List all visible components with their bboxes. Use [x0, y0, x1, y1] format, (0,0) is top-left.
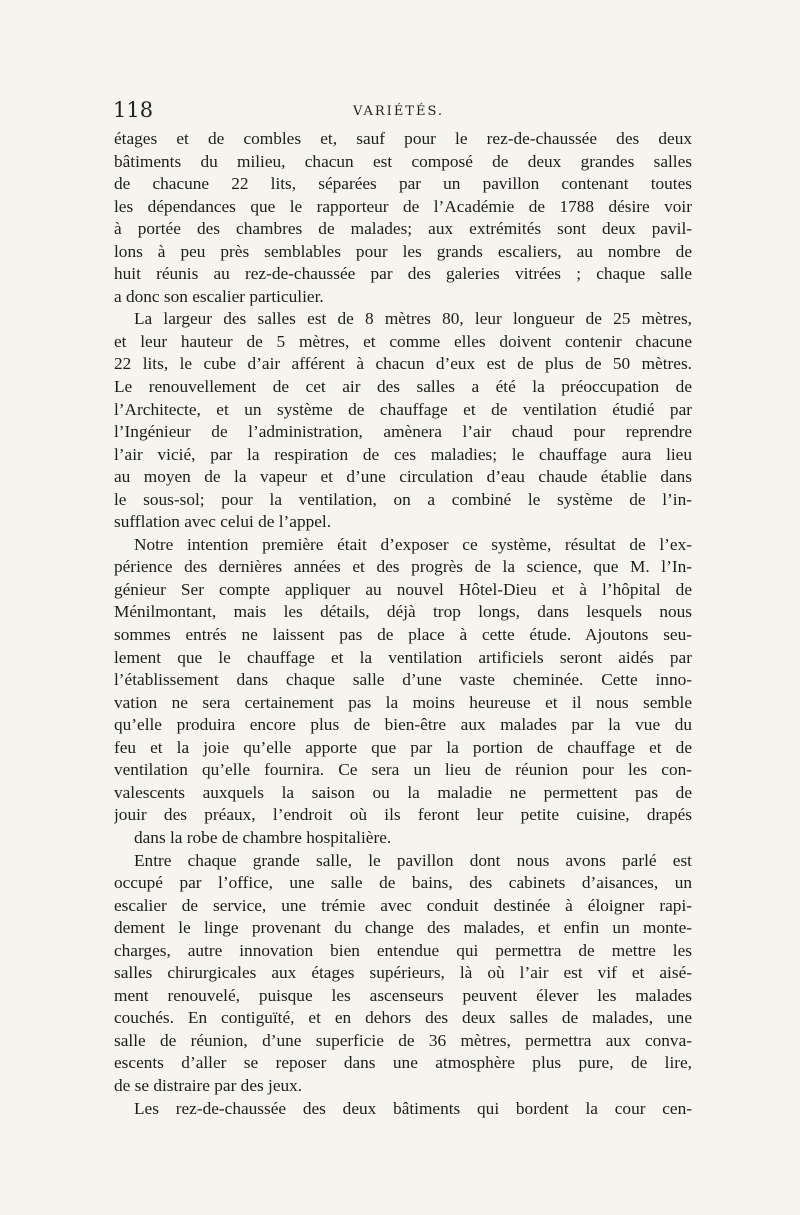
text-line: dans la robe de chambre hospitalière.	[134, 827, 392, 847]
text-line: génieur Ser compte appliquer au nouvel Hôtel-Dieu et à l’hôpital de	[114, 579, 692, 599]
text-line: La largeur des salles est de 8 mètres 80, leur longueur de 25 mètres,	[134, 309, 692, 329]
text-line: de chacune 22 lits, séparées par un pavillon contenant toutes	[114, 174, 692, 194]
body-text	[114, 128, 692, 1120]
text-line: valescents auxquels la saison ou la maladie ne permettent pas de	[114, 782, 692, 802]
text-line: étages et de combles et, sauf pour le rez-de-chaussée des deux	[114, 129, 692, 148]
text-line: huit réunis au rez-de-chaussée par des galeries vitrées ; chaque salle	[114, 264, 692, 284]
text-line: vation ne sera certainement pas la moins heureuse et il nous semble	[114, 692, 692, 712]
text-line: l’Architecte, et un système de chauffage et de ventilation étudié par	[114, 399, 692, 419]
text-line: Les rez-de-chaussée des deux bâtiments qui bordent la cour cen-	[134, 1098, 692, 1118]
text-line: et leur hauteur de 5 mètres, et comme elles doivent contenir chacune	[114, 331, 692, 351]
text-line: au moyen de la vapeur et d’une circulation d’eau chaude établie dans	[114, 467, 692, 487]
text-line: ventilation qu’elle fournira. Ce sera un lieu de réunion pour les con-	[114, 760, 692, 780]
text-line: feu et la joie qu’elle apporte que par la portion de chauffage et de	[114, 737, 692, 757]
text-line: salles chirurgicales aux étages supérieurs, là où l’air est vif et aisé-	[114, 963, 692, 983]
text-line: jouir des préaux, l’endroit où ils feront leur petite cuisine, drapés	[114, 805, 692, 825]
page-number: 118	[113, 98, 154, 122]
text-line: couchés. En contiguïté, et en dehors des deux salles de malades, une	[114, 1008, 692, 1028]
text-line: occupé par l’office, une salle de bains, des cabinets d’aisances, un	[114, 873, 692, 893]
text-line: ment renouvelé, puisque les ascenseurs peuvent élever les malades	[114, 985, 692, 1005]
text-line: Notre intention première était d’exposer ce système, résultat de l’ex-	[134, 534, 692, 554]
text-line: bâtiments du milieu, chacun est composé de deux grandes salles	[114, 151, 692, 171]
text-line: les dépendances que le rapporteur de l’Académie de 1788 désire voir	[114, 196, 692, 216]
text-line: escents d’aller se reposer dans une atmosphère plus pure, de lire,	[114, 1053, 692, 1073]
text-line: périence des dernières années et des progrès de la science, que M. l’In-	[114, 557, 692, 577]
text-line: Entre chaque grande salle, le pavillon dont nous avons parlé est	[134, 850, 692, 870]
text-line: l’établissement dans chaque salle d’une vaste cheminée. Cette inno-	[114, 670, 692, 690]
text-line: sufflation avec celui de l’appel.	[114, 512, 332, 532]
text-line: sommes entrés ne laissent pas de place à cette étude. Ajoutons seu-	[114, 625, 692, 645]
text-line: qu’elle produira encore plus de bien-être aux malades par la vue du	[114, 715, 692, 735]
page-header	[113, 98, 693, 126]
text-line: 22 lits, le cube d’air afférent à chacun d’eux est de plus de 50 mètres.	[114, 354, 692, 374]
text-line: de se distraire par des jeux.	[114, 1075, 303, 1095]
text-line: Le renouvellement de cet air des salles a été la préoccupation de	[114, 377, 692, 397]
running-head: VARIÉTÉS.	[353, 104, 445, 119]
text-line: l’Ingénieur de l’administration, amènera l’air chaud pour reprendre	[114, 422, 692, 442]
text-line: lement que le chauffage et la ventilation artificiels seront aidés par	[114, 647, 692, 667]
text-line: à portée des chambres de malades; aux extrémités sont deux pavil-	[114, 219, 692, 239]
text-line: le sous-sol; pour la ventilation, on a combiné le système de l’in-	[114, 489, 692, 509]
text-line: charges, autre innovation bien entendue qui permettra de mettre les	[114, 940, 692, 960]
text-line: salle de réunion, d’une superficie de 36 mètres, permettra aux conva-	[114, 1030, 692, 1050]
text-line: lons à peu près semblables pour les grands escaliers, au nombre de	[114, 241, 692, 261]
text-line: dement le linge provenant du change des malades, et enfin un monte-	[114, 918, 692, 938]
text-line: a donc son escalier particulier.	[114, 286, 324, 306]
text-line: escalier de service, une trémie avec conduit destinée à éloigner rapi-	[114, 895, 692, 915]
text-line: Ménilmontant, mais les détails, déjà trop longs, dans lesquels nous	[114, 602, 692, 622]
text-line: l’air vicié, par la respiration de ces maladies; le chauffage aura lieu	[114, 444, 692, 464]
